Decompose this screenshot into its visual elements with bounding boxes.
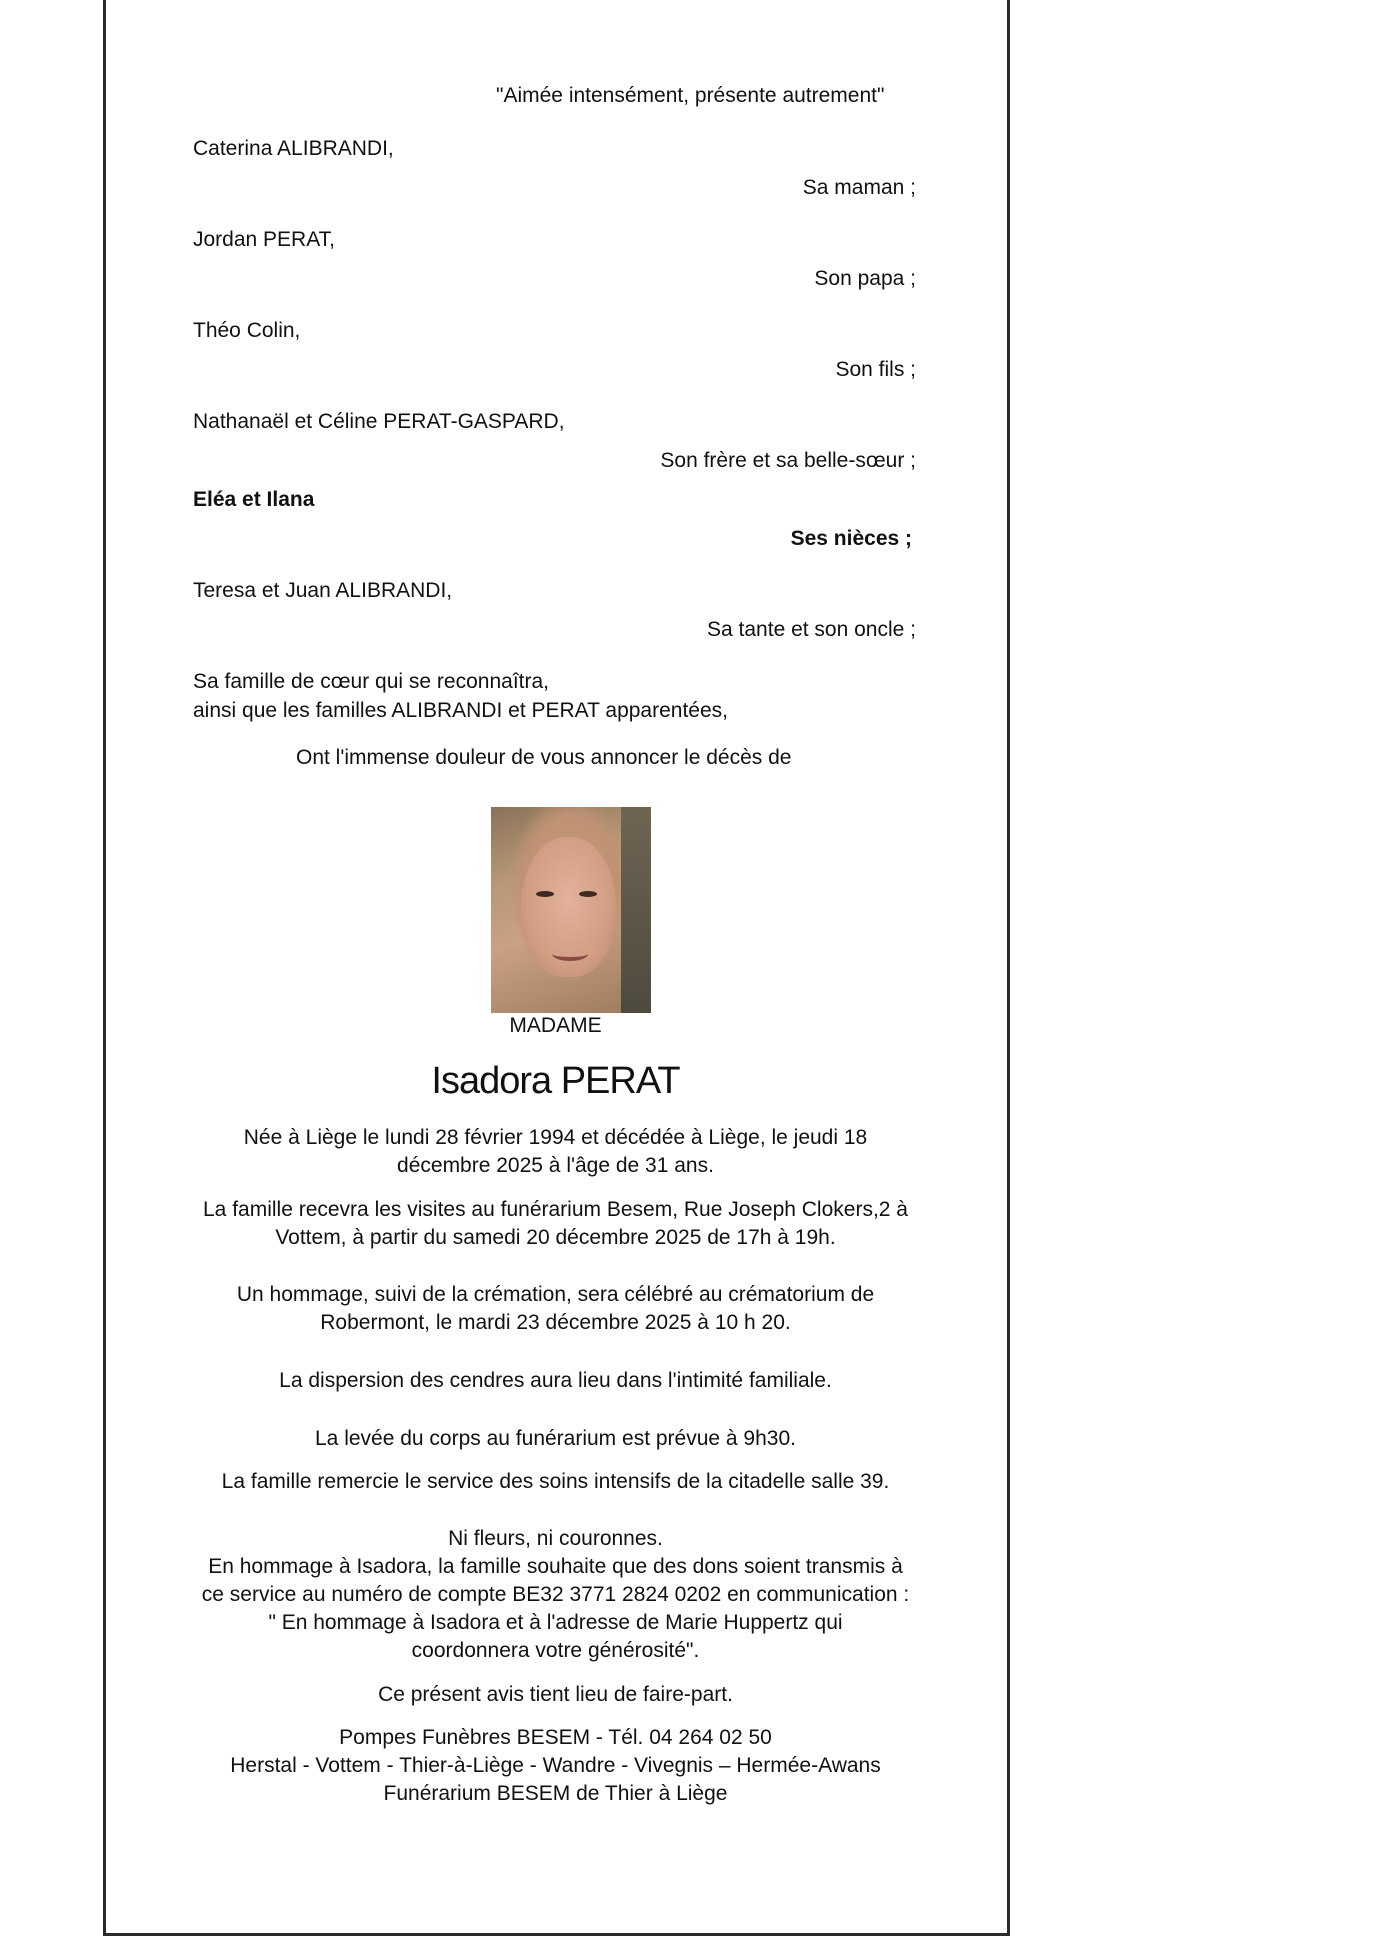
donations-line-4: " En hommage à Isadora et à l'adresse de Marie Huppertz qui xyxy=(268,1611,843,1634)
portrait-photo xyxy=(491,807,651,1013)
levee-text: La levée du corps au funérarium est prévue à 9h30. xyxy=(315,1427,796,1450)
extended-family-line-1: Sa famille de cœur qui se reconnaîtra, xyxy=(193,670,549,693)
birth-death-line-2: décembre 2025 à l'âge de 31 ans. xyxy=(397,1154,714,1177)
family-relation-6: Sa tante et son oncle ; xyxy=(707,618,916,641)
funeral-home-line-3: Funérarium BESEM de Thier à Liège xyxy=(383,1782,728,1805)
donations-line-3: ce service au numéro de compte BE32 3771 2824 0202 en communication : xyxy=(201,1583,910,1606)
honorific: MADAME xyxy=(509,1014,602,1037)
dispersion-text: La dispersion des cendres aura lieu dans l'intimité familiale. xyxy=(279,1369,832,1392)
thanks-paragraph xyxy=(104,1468,1007,1496)
epigraph: "Aimée intensément, présente autrement" xyxy=(496,84,885,107)
family-name-4: Nathanaël et Céline PERAT-GASPARD, xyxy=(193,410,565,433)
donations-line-5: coordonnera votre générosité". xyxy=(411,1639,700,1662)
notice-paragraph xyxy=(104,1681,1007,1709)
family-name-1: Caterina ALIBRANDI, xyxy=(193,137,394,160)
funeral-home-paragraph xyxy=(104,1724,1007,1808)
funeral-home-line-2: Herstal - Vottem - Thier-à-Liège - Wandre - Vivegnis – Hermée-Awans xyxy=(230,1754,881,1777)
donations-paragraph xyxy=(104,1525,1007,1665)
ceremony-paragraph xyxy=(104,1281,1007,1337)
announcement: Ont l'immense douleur de vous annoncer le décès de xyxy=(296,746,792,769)
family-relation-3: Son fils ; xyxy=(835,358,916,381)
funeral-home-line-1: Pompes Funèbres BESEM - Tél. 04 264 02 50 xyxy=(339,1726,772,1749)
levee-paragraph xyxy=(104,1425,1007,1453)
extended-family-line-2: ainsi que les familles ALIBRANDI et PERAT apparentées, xyxy=(193,699,728,722)
birth-death-paragraph xyxy=(104,1124,1007,1180)
family-name-6: Teresa et Juan ALIBRANDI, xyxy=(193,579,453,602)
ceremony-line-1: Un hommage, suivi de la crémation, sera célébré au crématorium de xyxy=(236,1283,875,1306)
family-relation-4: Son frère et sa belle-sœur ; xyxy=(660,449,916,472)
ceremony-line-2: Robermont, le mardi 23 décembre 2025 à 10 h 20. xyxy=(320,1311,791,1334)
visits-line-2: Vottem, à partir du samedi 20 décembre 2025 de 17h à 19h. xyxy=(275,1226,836,1249)
donations-line-1: Ni fleurs, ni couronnes. xyxy=(448,1527,663,1550)
family-name-3: Théo Colin, xyxy=(193,319,301,342)
visits-paragraph xyxy=(104,1196,1007,1252)
family-name-2: Jordan PERAT, xyxy=(193,228,336,251)
deceased-name: Isadora PERAT xyxy=(431,1060,680,1102)
birth-death-line-1: Née à Liège le lundi 28 février 1994 et décédée à Liège, le jeudi 18 xyxy=(243,1126,868,1149)
donations-line-2: En hommage à Isadora, la famille souhaite que des dons soient transmis à xyxy=(208,1555,903,1578)
visits-line-1: La famille recevra les visites au funérarium Besem, Rue Joseph Clokers,2 à xyxy=(203,1198,908,1221)
family-relation-1: Sa maman ; xyxy=(802,176,916,199)
thanks-text: La famille remercie le service des soins intensifs de la citadelle salle 39. xyxy=(221,1470,890,1493)
family-relation-5: Ses nièces ; xyxy=(790,527,912,550)
notice-text: Ce présent avis tient lieu de faire-part. xyxy=(378,1683,733,1706)
dispersion-paragraph xyxy=(104,1367,1007,1395)
family-name-5: Eléa et Ilana xyxy=(193,488,315,511)
family-relation-2: Son papa ; xyxy=(814,267,916,290)
